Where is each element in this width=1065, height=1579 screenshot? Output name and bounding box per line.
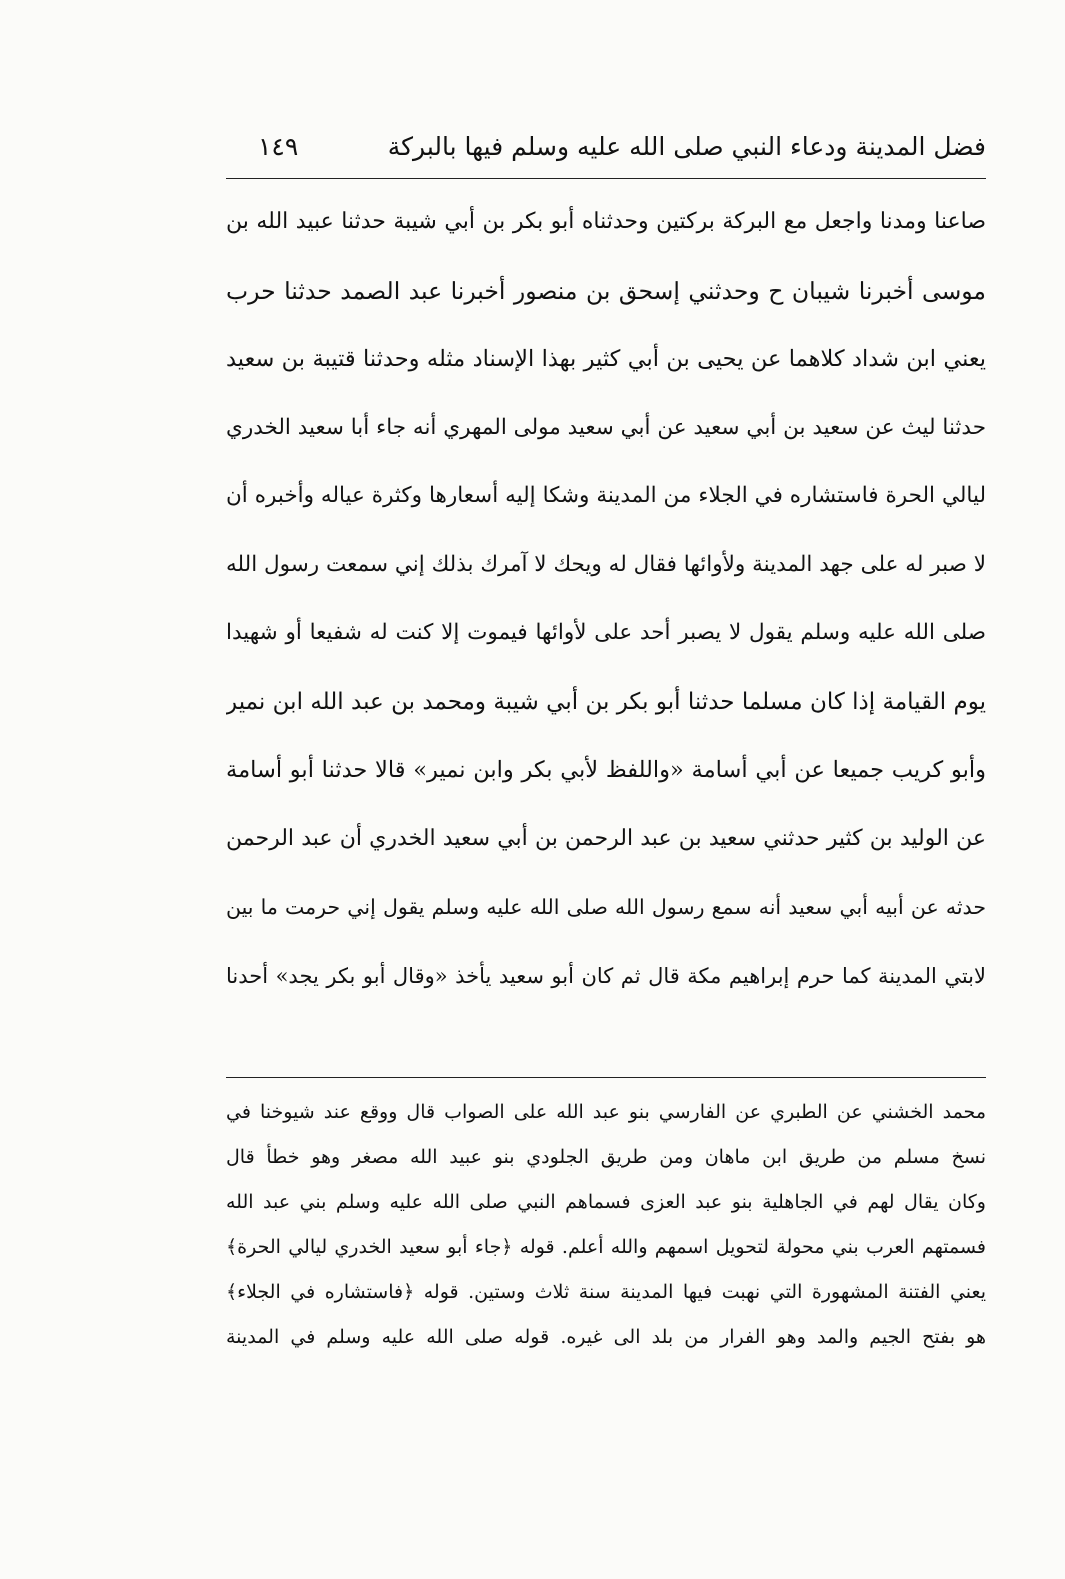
main-text-line: يعني ابن شداد كلاهما عن يحيى بن أبي كثير بهذا الإسناد مثله وحدثنا قتيبة بن سعيد	[226, 346, 986, 372]
running-header	[228, 128, 986, 174]
note-line: فسمتهم العرب بني محولة لتحويل اسمهم والله أعلم. قوله ﴿جاء أبو سعيد الخدري ليالي الحرة﴾	[226, 1236, 986, 1258]
running-title: فضل المدينة ودعاء النبي صلى الله عليه وسلم فيها بالبركة	[387, 132, 986, 161]
page-number: ١٤٩	[258, 132, 299, 161]
commentary-notes	[226, 1090, 986, 1360]
main-text-line: حدثنا ليث عن سعيد بن أبي سعيد عن أبي سعيد مولى المهري أنه جاء أبا سعيد الخدري	[226, 414, 986, 440]
main-text-line: عن الوليد بن كثير حدثني سعيد بن عبد الرحمن بن أبي سعيد الخدري أن عبد الرحمن	[226, 825, 986, 851]
main-text-line: صاعنا ومدنا واجعل مع البركة بركتين وحدثناه أبو بكر بن أبي شيبة حدثنا عبيد الله بن	[226, 209, 986, 234]
main-text-line: ليالي الحرة فاستشاره في الجلاء من المدينة وشكا إليه أسعارها وكثرة عياله وأخبره أن	[226, 483, 986, 508]
main-text-line: يوم القيامة إذا كان مسلما حدثنا أبو بكر بن أبي شيبة ومحمد بن عبد الله ابن نمير	[226, 688, 986, 715]
main-text-line: لا صبر له على جهد المدينة ولأوائها فقال له ويحك لا آمرك بذلك إني سمعت رسول الله	[226, 551, 986, 577]
header-rule	[226, 178, 986, 179]
main-text-line: موسى أخبرنا شيبان ح وحدثني إسحق بن منصور أخبرنا عبد الصمد حدثنا حرب	[226, 276, 986, 305]
main-hadith-text	[226, 188, 986, 1010]
note-line: نسخ مسلم من طريق ابن ماهان ومن طريق الجلودي بنو عبيد الله مصغر وهو خطأ قال	[226, 1146, 986, 1168]
footnote-rule	[226, 1077, 986, 1078]
note-line: وكان يقال لهم في الجاهلية بنو عبد العزى فسماهم النبي صلى الله عليه وسلم بني عبد الله	[226, 1191, 986, 1213]
main-text-line: وأبو كريب جميعا عن أبي أسامة «واللفظ لأبي بكر وابن نمير» قالا حدثنا أبو أسامة	[226, 757, 986, 783]
note-line: يعني الفتنة المشهورة التي نهبت فيها المدينة سنة ثلاث وستين. قوله ﴿فاستشاره في الجلاء﴾	[226, 1281, 986, 1303]
main-text-line: لابتي المدينة كما حرم إبراهيم مكة قال ثم كان أبو سعيد يأخذ «وقال أبو بكر يجد» أحدنا	[226, 963, 986, 988]
note-line: محمد الخشني عن الطبري عن الفارسي بنو عبد الله على الصواب قال ووقع عند شيوخنا في	[226, 1101, 986, 1123]
note-line: هو بفتح الجيم والمد وهو الفرار من بلد الى غيره. قوله صلى الله عليه وسلم في المدينة	[226, 1326, 986, 1348]
main-text-line: صلى الله عليه وسلم يقول لا يصبر أحد على لأوائها فيموت إلا كنت له شفيعا أو شهيدا	[226, 620, 986, 645]
main-text-line: حدثه عن أبيه أبي سعيد أنه سمع رسول الله صلى الله عليه وسلم يقول إني حرمت ما بين	[226, 895, 986, 919]
